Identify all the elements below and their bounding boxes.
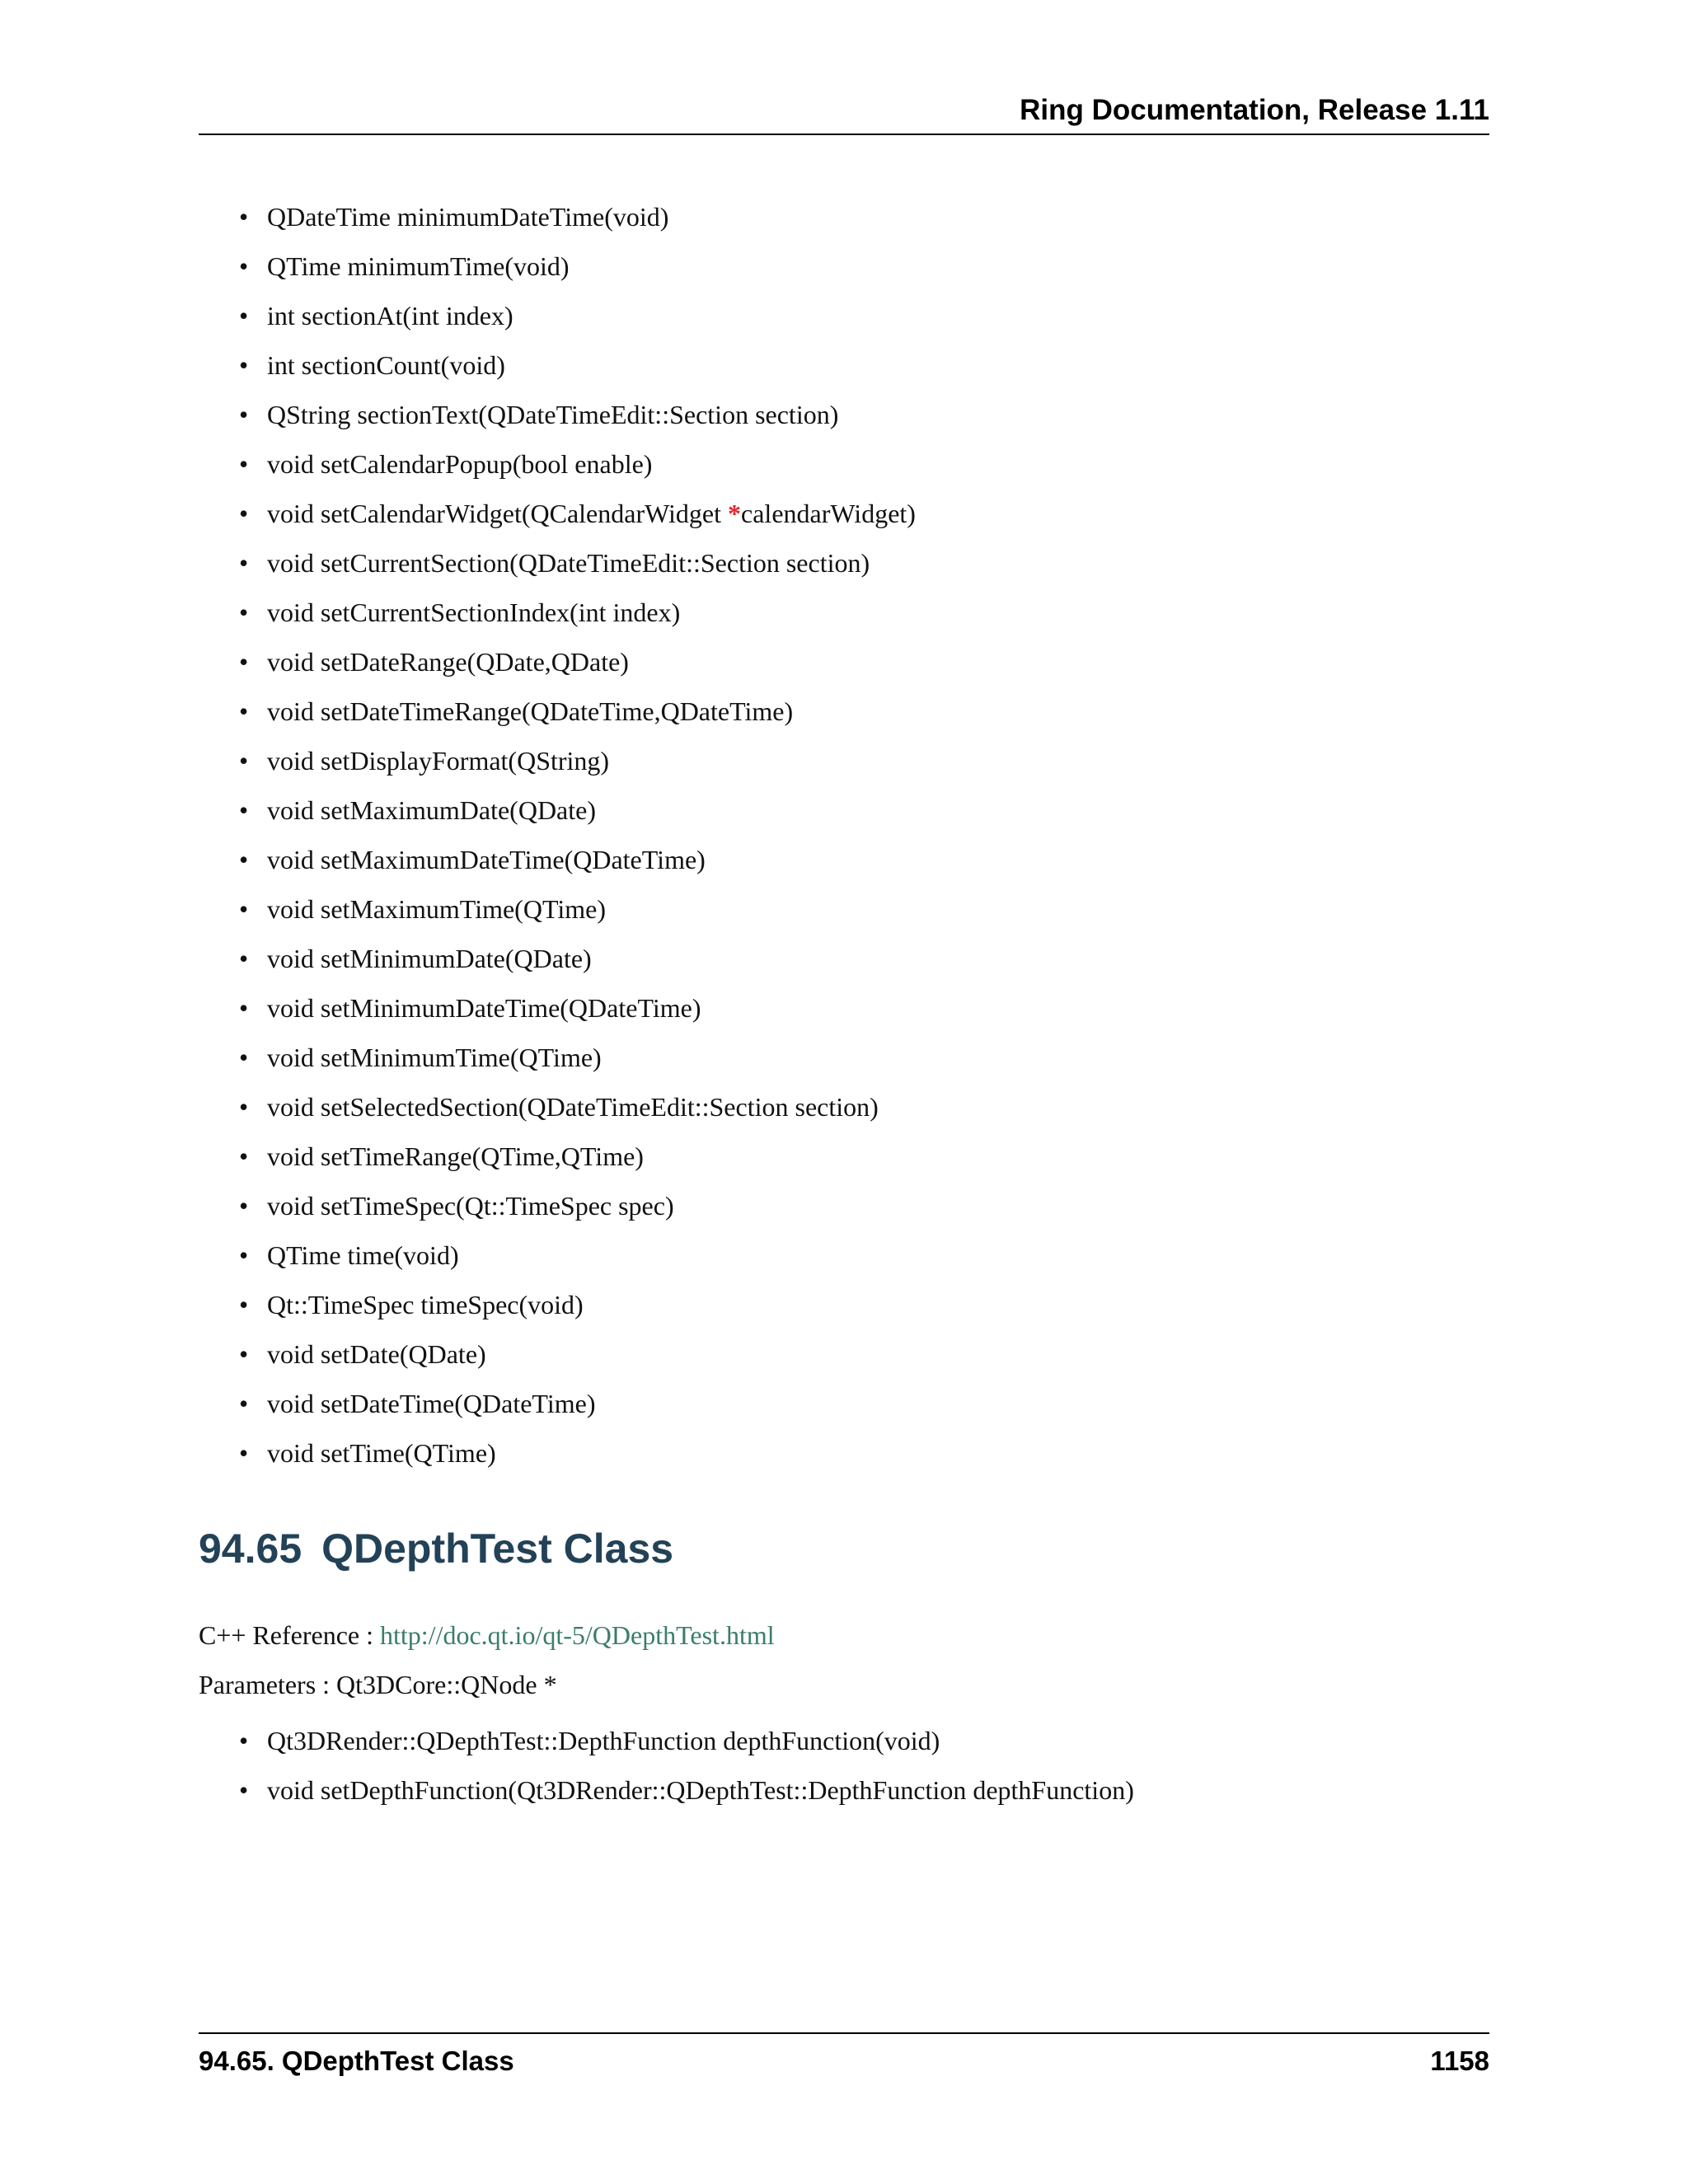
bullet: • — [239, 499, 249, 528]
list-item — [239, 489, 1475, 538]
list-item: • void setMaximumDate(QDate) — [239, 785, 1475, 835]
list-item: • void setTime(QTime) — [239, 1428, 1475, 1478]
bullet: • — [239, 1240, 249, 1270]
bullet: • — [239, 1141, 249, 1171]
calendar-widget-method: void setCalendarWidget(QCalendarWidget *calendarWidget) — [267, 499, 916, 528]
section-heading — [199, 1525, 673, 1572]
bullet: • — [239, 1775, 249, 1805]
bullet: • — [239, 251, 249, 281]
bullet: • — [239, 1438, 249, 1468]
bullet: • — [239, 1339, 249, 1369]
reference-label: C++ Reference : — [199, 1620, 380, 1650]
page-header — [199, 92, 1489, 135]
reference-link[interactable]: http://doc.qt.io/qt-5/QDepthTest.html — [380, 1620, 775, 1650]
list-item: • void setTimeSpec(Qt::TimeSpec spec) — [239, 1181, 1475, 1230]
list-item: • void setDisplayFormat(QString) — [239, 736, 1475, 785]
list-item: • int sectionAt(int index) — [239, 291, 1475, 340]
section-title: QDepthTest Class — [321, 1526, 674, 1572]
list-item: • void setDateRange(QDate,QDate) — [239, 637, 1475, 687]
list-item: • void setMaximumDateTime(QDateTime) — [239, 835, 1475, 884]
bullet: • — [239, 1092, 249, 1122]
section-number: 94.65 — [199, 1526, 302, 1572]
page-footer — [199, 2032, 1489, 2083]
bullet: • — [239, 400, 249, 429]
list-item: • void setDateTimeRange(QDateTime,QDateTime) — [239, 687, 1475, 736]
list-item: • void setTimeRange(QTime,QTime) — [239, 1132, 1475, 1181]
bullet: • — [239, 202, 249, 232]
methods-list — [239, 192, 1475, 1478]
bullet: • — [239, 1043, 249, 1072]
list-item: • void setSelectedSection(QDateTimeEdit::Section section) — [239, 1082, 1475, 1132]
list-item: • void setMinimumDateTime(QDateTime) — [239, 983, 1475, 1033]
bullet: • — [239, 1726, 249, 1755]
parameters-line: Parameters : Qt3DCore::QNode * — [199, 1670, 557, 1699]
bullet: • — [239, 894, 249, 924]
list-item: • void setCalendarPopup(bool enable) — [239, 439, 1475, 489]
list-item: • Qt3DRender::QDepthTest::DepthFunction depthFunction(void) — [239, 1716, 1475, 1765]
list-item: • Qt::TimeSpec timeSpec(void) — [239, 1280, 1475, 1329]
list-item: • QString sectionText(QDateTimeEdit::Section section) — [239, 390, 1475, 439]
bullet: • — [239, 647, 249, 677]
list-item: • void setCurrentSection(QDateTimeEdit::Section section) — [239, 538, 1475, 588]
bullet: • — [239, 548, 249, 578]
bullet: • — [239, 449, 249, 479]
list-item: • void setMaximumTime(QTime) — [239, 884, 1475, 934]
cpp-reference — [199, 1620, 775, 1651]
page-number: 1158 — [1430, 2046, 1489, 2076]
list-item: • QTime time(void) — [239, 1230, 1475, 1280]
bullet: • — [239, 845, 249, 874]
footer-section: 94.65. QDepthTest Class — [199, 2046, 514, 2076]
list-item: • QDateTime minimumDateTime(void) — [239, 192, 1475, 241]
bullet: • — [239, 1389, 249, 1418]
bullet: • — [239, 944, 249, 973]
bullet: • — [239, 1191, 249, 1221]
list-item: • void setMinimumDate(QDate) — [239, 934, 1475, 983]
list-item: • void setDate(QDate) — [239, 1329, 1475, 1379]
bullet: • — [239, 301, 249, 330]
bullet: • — [239, 598, 249, 627]
pointer-star: * — [728, 499, 742, 528]
list-item: • QTime minimumTime(void) — [239, 241, 1475, 291]
list-item: • void setMinimumTime(QTime) — [239, 1033, 1475, 1082]
bullet: • — [239, 1290, 249, 1319]
bullet: • — [239, 746, 249, 776]
list-item: • void setDepthFunction(Qt3DRender::QDepthTest::DepthFunction depthFunction) — [239, 1765, 1475, 1815]
bullet: • — [239, 993, 249, 1023]
list-item: • void setDateTime(QDateTime) — [239, 1379, 1475, 1428]
list-item: • int sectionCount(void) — [239, 340, 1475, 390]
bullet: • — [239, 795, 249, 825]
bullet: • — [239, 350, 249, 380]
list-item: • void setCurrentSectionIndex(int index) — [239, 588, 1475, 637]
bullet: • — [239, 696, 249, 726]
header-title: Ring Documentation, Release 1.11 — [1020, 94, 1489, 126]
qdepthtest-methods-list — [239, 1716, 1475, 1815]
